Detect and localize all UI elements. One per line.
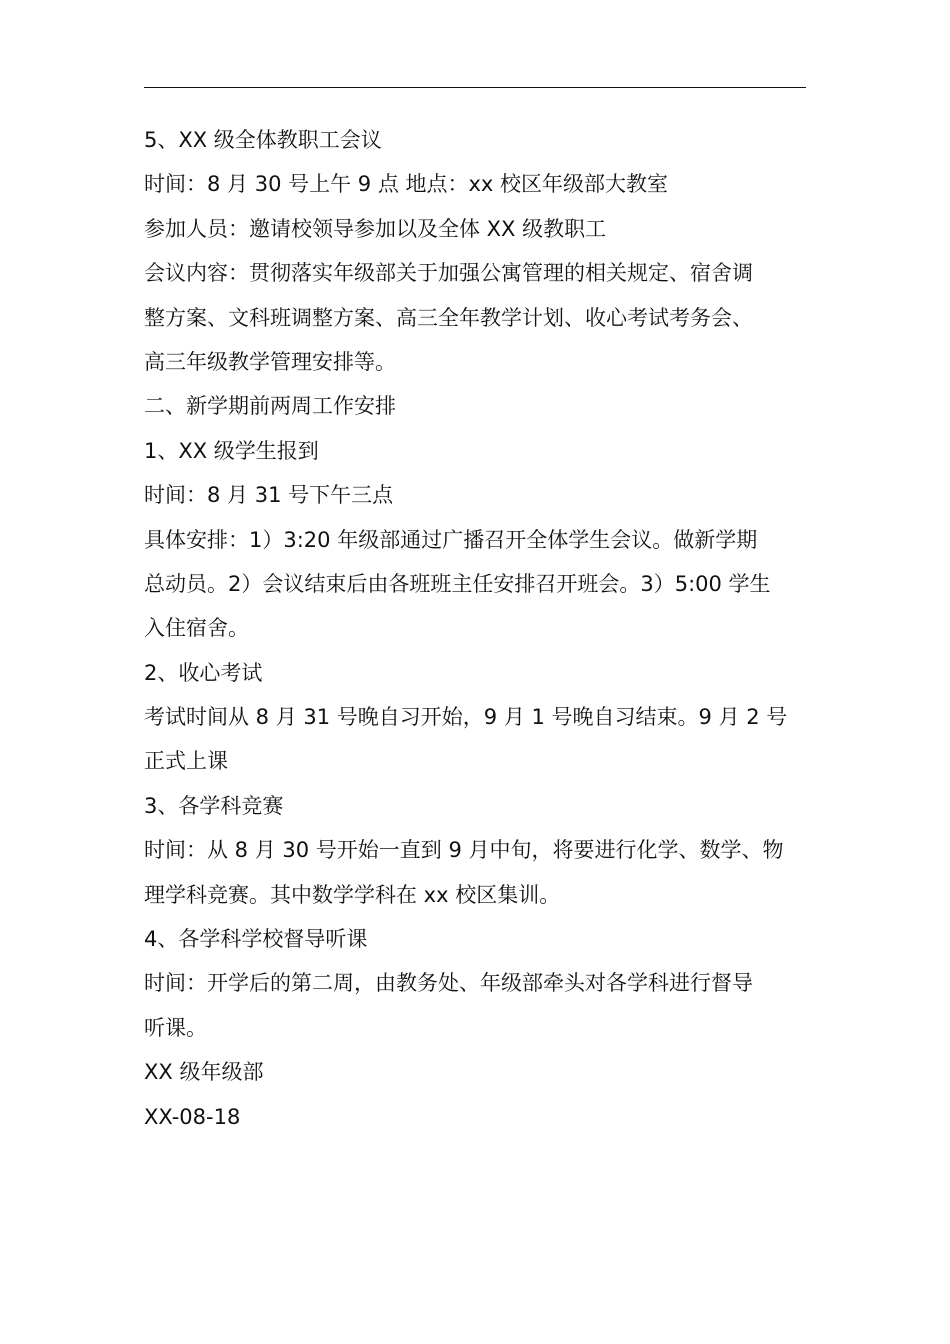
header-rule [144,87,806,88]
signature-department: XX 级年级部 [144,1060,264,1085]
competition-time-line-2: 理学科竞赛。其中数学学科在 xx 校区集训。 [144,882,561,907]
registration-time: 时间：8 月 31 号下午三点 [144,483,394,508]
item-heading-supervision: 4、各学科学校督导听课 [144,927,368,952]
meeting-content-line-2: 整方案、文科班调整方案、高三全年教学计划、收心考试考务会、 [144,305,753,330]
item-heading-exam: 2、收心考试 [144,660,263,685]
supervision-time-line-2: 听课。 [144,1015,207,1040]
competition-time-line-1: 时间：从 8 月 30 号开始一直到 9 月中旬，将要进行化学、数学、物 [144,838,784,863]
supervision-time-line-1: 时间：开学后的第二周，由教务处、年级部牵头对各学科进行督导 [144,971,753,996]
exam-time-line-2: 正式上课 [144,749,228,774]
registration-arrangement-line-1: 具体安排：1）3:20 年级部通过广播召开全体学生会议。做新学期 [144,527,758,552]
signature-date: XX-08-18 [144,1104,241,1129]
exam-time-line-1: 考试时间从 8 月 31 号晚自习开始，9 月 1 号晚自习结束。9 月 2 号 [144,705,788,730]
meeting-participants: 参加人员：邀请校领导参加以及全体 XX 级教职工 [144,216,607,241]
meeting-time-location: 时间：8 月 30 号上午 9 点 地点：xx 校区年级部大教室 [144,172,669,197]
meeting-content-line-1: 会议内容：贯彻落实年级部关于加强公寓管理的相关规定、宿舍调 [144,261,753,286]
registration-arrangement-line-2: 总动员。2）会议结束后由各班班主任安排召开班会。3）5:00 学生 [144,571,771,596]
section-heading-staff-meeting: 5、XX 级全体教职工会议 [144,128,382,152]
item-heading-competition: 3、各学科竞赛 [144,793,284,818]
document-body [144,118,808,1139]
meeting-content-line-3: 高三年级教学管理安排等。 [144,349,396,374]
registration-arrangement-line-3: 入住宿舍。 [144,616,249,641]
section-heading-two-weeks: 二、新学期前两周工作安排 [144,394,396,419]
item-heading-student-registration: 1、XX 级学生报到 [144,438,319,463]
